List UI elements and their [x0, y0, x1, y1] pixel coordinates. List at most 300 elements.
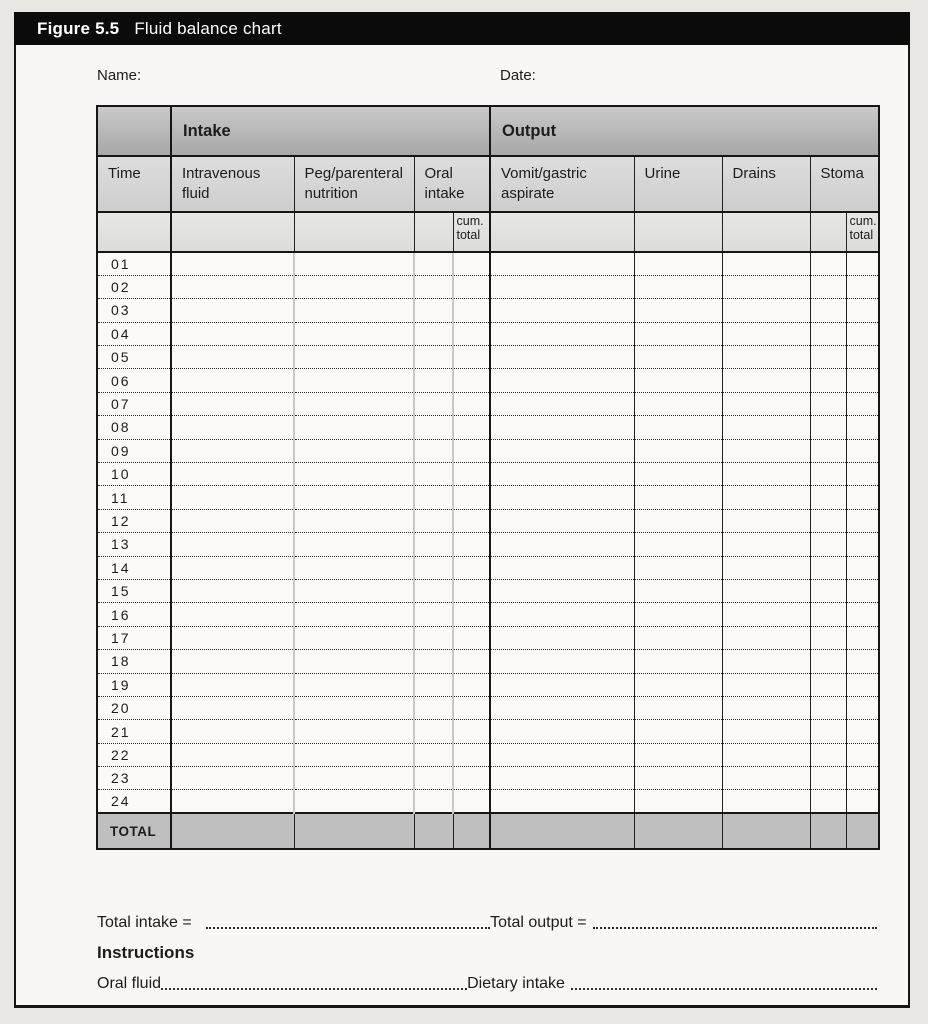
entry-cell-stoma	[810, 275, 846, 298]
entry-cell-stoma-cum	[846, 392, 879, 415]
entry-cell-oral-cum	[453, 790, 490, 813]
table-row	[97, 252, 879, 275]
entry-cell-stoma	[810, 743, 846, 766]
col-drains: Drains	[722, 156, 810, 212]
entry-cell-intravenous	[171, 252, 294, 275]
entry-cell-vomit	[490, 603, 634, 626]
entry-cell-oral	[414, 299, 453, 322]
entry-cell-stoma-cum	[846, 767, 879, 790]
dietary-intake-label: Dietary intake	[467, 975, 565, 992]
entry-cell-peg	[294, 743, 414, 766]
time-label: 12	[97, 509, 171, 532]
total-output-fill-line	[593, 927, 877, 929]
form-sheet	[14, 45, 910, 1008]
entry-cell-drains	[722, 252, 810, 275]
entry-cell-urine	[634, 790, 722, 813]
entry-cell-stoma	[810, 579, 846, 602]
table-row	[97, 650, 879, 673]
entry-cell-oral-cum	[453, 556, 490, 579]
oral-cum-total-header: cum. total	[453, 212, 490, 252]
entry-cell-stoma-cum	[846, 626, 879, 649]
entry-cell-peg	[294, 673, 414, 696]
entry-cell-stoma-cum	[846, 579, 879, 602]
time-label: 11	[97, 486, 171, 509]
subheader-row	[97, 212, 879, 252]
time-label: 19	[97, 673, 171, 696]
entry-cell-oral	[414, 720, 453, 743]
entry-cell-urine	[634, 720, 722, 743]
entry-cell-oral-cum	[453, 533, 490, 556]
entry-cell-stoma-cum	[846, 439, 879, 462]
fluid-balance-table	[96, 105, 880, 850]
entry-cell-urine	[634, 509, 722, 532]
table-row	[97, 509, 879, 532]
entry-cell-vomit	[490, 439, 634, 462]
entry-cell-vomit	[490, 275, 634, 298]
entry-cell-vomit	[490, 463, 634, 486]
entry-cell-stoma-cum	[846, 790, 879, 813]
entry-cell-oral	[414, 743, 453, 766]
total-cell-stoma-cum	[846, 813, 879, 849]
table-row	[97, 720, 879, 743]
entry-cell-peg	[294, 767, 414, 790]
intake-group-header: Intake	[171, 106, 490, 156]
total-row	[97, 813, 879, 849]
entry-cell-stoma-cum	[846, 743, 879, 766]
entry-cell-stoma-cum	[846, 275, 879, 298]
entry-cell-stoma-cum	[846, 346, 879, 369]
entry-cell-drains	[722, 556, 810, 579]
entry-cell-oral-cum	[453, 696, 490, 719]
entry-cell-urine	[634, 416, 722, 439]
figure-title: Fluid balance chart	[134, 18, 282, 38]
entry-cell-oral-cum	[453, 650, 490, 673]
sub-vomit-blank	[490, 212, 634, 252]
table-row	[97, 275, 879, 298]
total-cell-stoma	[810, 813, 846, 849]
entry-cell-peg	[294, 790, 414, 813]
entry-cell-oral-cum	[453, 720, 490, 743]
sub-drains-blank	[722, 212, 810, 252]
entry-cell-stoma	[810, 673, 846, 696]
entry-cell-stoma-cum	[846, 556, 879, 579]
table-row	[97, 322, 879, 345]
entry-cell-peg	[294, 392, 414, 415]
stoma-cum-total-header: cum. total	[846, 212, 879, 252]
total-cell-vomit	[490, 813, 634, 849]
entry-cell-oral-cum	[453, 626, 490, 649]
entry-cell-peg	[294, 439, 414, 462]
entry-cell-drains	[722, 369, 810, 392]
table-row	[97, 790, 879, 813]
entry-cell-stoma	[810, 767, 846, 790]
entry-cell-urine	[634, 579, 722, 602]
entry-cell-oral	[414, 439, 453, 462]
entry-cell-vomit	[490, 720, 634, 743]
entry-cell-stoma-cum	[846, 650, 879, 673]
entry-cell-oral	[414, 369, 453, 392]
column-header-row	[97, 156, 879, 212]
entry-cell-peg	[294, 322, 414, 345]
entry-cell-oral	[414, 346, 453, 369]
entry-cell-oral-cum	[453, 369, 490, 392]
table-row	[97, 696, 879, 719]
total-cell-oral-cum	[453, 813, 490, 849]
group-header-row	[97, 106, 879, 156]
entry-cell-stoma	[810, 439, 846, 462]
entry-cell-stoma-cum	[846, 509, 879, 532]
entry-cell-vomit	[490, 650, 634, 673]
entry-cell-intravenous	[171, 556, 294, 579]
entry-cell-stoma-cum	[846, 696, 879, 719]
sub-stoma-blank	[810, 212, 846, 252]
entry-cell-vomit	[490, 252, 634, 275]
figure-number: Figure 5.5	[37, 18, 120, 38]
entry-cell-urine	[634, 743, 722, 766]
entry-cell-urine	[634, 486, 722, 509]
table-row	[97, 416, 879, 439]
table-row	[97, 626, 879, 649]
entry-cell-oral-cum	[453, 579, 490, 602]
time-label: 08	[97, 416, 171, 439]
entry-cell-vomit	[490, 790, 634, 813]
entry-cell-intravenous	[171, 322, 294, 345]
entry-cell-urine	[634, 322, 722, 345]
entry-cell-drains	[722, 720, 810, 743]
total-intake-label: Total intake =	[97, 914, 192, 931]
entry-cell-oral	[414, 322, 453, 345]
entry-cell-intravenous	[171, 392, 294, 415]
total-label: TOTAL	[97, 813, 171, 849]
entry-cell-peg	[294, 416, 414, 439]
entry-cell-drains	[722, 696, 810, 719]
entry-cell-oral-cum	[453, 603, 490, 626]
oral-fluid-line	[97, 975, 877, 993]
figure-title-bar	[14, 12, 910, 45]
entry-cell-oral-cum	[453, 509, 490, 532]
table-row	[97, 299, 879, 322]
entry-cell-urine	[634, 275, 722, 298]
entry-cell-urine	[634, 696, 722, 719]
col-vomit: Vomit/gastric aspirate	[490, 156, 634, 212]
entry-cell-drains	[722, 603, 810, 626]
entry-cell-oral-cum	[453, 322, 490, 345]
entry-cell-oral	[414, 416, 453, 439]
entry-cell-oral-cum	[453, 252, 490, 275]
entry-cell-drains	[722, 299, 810, 322]
entry-cell-intravenous	[171, 486, 294, 509]
entry-cell-oral	[414, 252, 453, 275]
entry-cell-urine	[634, 767, 722, 790]
oral-fluid-label: Oral fluid	[97, 975, 162, 992]
time-label: 14	[97, 556, 171, 579]
entry-cell-peg	[294, 556, 414, 579]
entry-cell-intravenous	[171, 696, 294, 719]
col-urine: Urine	[634, 156, 722, 212]
col-stoma: Stoma	[810, 156, 879, 212]
entry-cell-oral	[414, 626, 453, 649]
time-label: 05	[97, 346, 171, 369]
time-label: 23	[97, 767, 171, 790]
entry-cell-vomit	[490, 767, 634, 790]
entry-cell-drains	[722, 416, 810, 439]
entry-cell-stoma	[810, 603, 846, 626]
time-label: 13	[97, 533, 171, 556]
entry-cell-oral-cum	[453, 392, 490, 415]
entry-cell-stoma	[810, 509, 846, 532]
table-row	[97, 439, 879, 462]
entry-cell-urine	[634, 463, 722, 486]
entry-cell-peg	[294, 696, 414, 719]
entry-cell-stoma-cum	[846, 252, 879, 275]
time-label: 17	[97, 626, 171, 649]
entry-cell-drains	[722, 743, 810, 766]
entry-cell-urine	[634, 673, 722, 696]
entry-cell-stoma	[810, 556, 846, 579]
entry-cell-peg	[294, 626, 414, 649]
sub-oral-blank	[414, 212, 453, 252]
entry-cell-peg	[294, 509, 414, 532]
entry-cell-intravenous	[171, 369, 294, 392]
entry-cell-intravenous	[171, 767, 294, 790]
figure-frame	[14, 12, 910, 1008]
entry-cell-stoma	[810, 696, 846, 719]
entry-cell-stoma	[810, 790, 846, 813]
entry-cell-drains	[722, 346, 810, 369]
entry-cell-vomit	[490, 322, 634, 345]
entry-cell-peg	[294, 252, 414, 275]
entry-cell-peg	[294, 486, 414, 509]
entry-cell-oral-cum	[453, 486, 490, 509]
instructions-heading: Instructions	[97, 943, 195, 962]
entry-cell-drains	[722, 579, 810, 602]
entry-cell-stoma-cum	[846, 322, 879, 345]
entry-cell-stoma	[810, 533, 846, 556]
time-label: 04	[97, 322, 171, 345]
totals-line	[97, 914, 877, 932]
time-label: 06	[97, 369, 171, 392]
entry-cell-vomit	[490, 696, 634, 719]
time-label: 15	[97, 579, 171, 602]
table-row	[97, 463, 879, 486]
time-label: 07	[97, 392, 171, 415]
table-row	[97, 392, 879, 415]
entry-cell-stoma	[810, 416, 846, 439]
entry-cell-stoma-cum	[846, 673, 879, 696]
table-row	[97, 369, 879, 392]
entry-cell-vomit	[490, 743, 634, 766]
entry-cell-peg	[294, 346, 414, 369]
entry-cell-vomit	[490, 486, 634, 509]
entry-cell-urine	[634, 369, 722, 392]
total-cell-oral	[414, 813, 453, 849]
time-label: 09	[97, 439, 171, 462]
entry-cell-peg	[294, 463, 414, 486]
entry-cell-stoma-cum	[846, 416, 879, 439]
entry-cell-oral	[414, 533, 453, 556]
entry-cell-oral-cum	[453, 299, 490, 322]
entry-cell-stoma	[810, 650, 846, 673]
entry-cell-vomit	[490, 346, 634, 369]
table-row	[97, 486, 879, 509]
entry-cell-intravenous	[171, 439, 294, 462]
table-row	[97, 767, 879, 790]
entry-cell-intravenous	[171, 416, 294, 439]
entry-cell-peg	[294, 579, 414, 602]
entry-cell-urine	[634, 533, 722, 556]
total-cell-peg	[294, 813, 414, 849]
entry-cell-oral	[414, 767, 453, 790]
entry-cell-peg	[294, 650, 414, 673]
entry-cell-intravenous	[171, 463, 294, 486]
time-label: 03	[97, 299, 171, 322]
entry-cell-stoma	[810, 346, 846, 369]
entry-cell-oral	[414, 509, 453, 532]
time-label: 21	[97, 720, 171, 743]
entry-cell-vomit	[490, 626, 634, 649]
entry-cell-intravenous	[171, 673, 294, 696]
entry-cell-oral	[414, 790, 453, 813]
entry-cell-intravenous	[171, 603, 294, 626]
entry-cell-intravenous	[171, 626, 294, 649]
total-intake-fill-line	[206, 927, 490, 929]
entry-cell-oral	[414, 486, 453, 509]
entry-cell-intravenous	[171, 509, 294, 532]
entry-cell-urine	[634, 556, 722, 579]
entry-cell-stoma	[810, 626, 846, 649]
entry-cell-oral-cum	[453, 767, 490, 790]
corner-cell	[97, 106, 171, 156]
entry-cell-oral-cum	[453, 346, 490, 369]
entry-cell-peg	[294, 603, 414, 626]
sub-peg-blank	[294, 212, 414, 252]
entry-cell-oral	[414, 650, 453, 673]
entry-cell-peg	[294, 533, 414, 556]
total-cell-drains	[722, 813, 810, 849]
entry-cell-oral	[414, 392, 453, 415]
col-oral: Oral intake	[414, 156, 490, 212]
entry-cell-urine	[634, 626, 722, 649]
entry-cell-stoma-cum	[846, 603, 879, 626]
entry-cell-intravenous	[171, 579, 294, 602]
entry-cell-drains	[722, 673, 810, 696]
entry-cell-urine	[634, 603, 722, 626]
total-cell-urine	[634, 813, 722, 849]
entry-cell-urine	[634, 650, 722, 673]
entry-cell-oral-cum	[453, 416, 490, 439]
entry-cell-vomit	[490, 509, 634, 532]
name-label: Name:	[97, 67, 142, 84]
table-row	[97, 346, 879, 369]
entry-cell-stoma	[810, 392, 846, 415]
entry-cell-intravenous	[171, 743, 294, 766]
entry-cell-vomit	[490, 392, 634, 415]
entry-cell-oral-cum	[453, 463, 490, 486]
entry-cell-peg	[294, 275, 414, 298]
entry-cell-stoma-cum	[846, 720, 879, 743]
col-intravenous: Intravenous fluid	[171, 156, 294, 212]
time-label: 02	[97, 275, 171, 298]
entry-cell-vomit	[490, 299, 634, 322]
col-peg: Peg/parenteral nutrition	[294, 156, 414, 212]
entry-cell-intravenous	[171, 533, 294, 556]
time-label: 24	[97, 790, 171, 813]
entry-cell-oral	[414, 579, 453, 602]
entry-cell-oral	[414, 673, 453, 696]
entry-cell-intravenous	[171, 346, 294, 369]
entry-cell-drains	[722, 486, 810, 509]
entry-cell-drains	[722, 790, 810, 813]
entry-cell-vomit	[490, 556, 634, 579]
entry-cell-drains	[722, 767, 810, 790]
table-row	[97, 533, 879, 556]
entry-cell-vomit	[490, 579, 634, 602]
entry-cell-urine	[634, 346, 722, 369]
entry-cell-peg	[294, 299, 414, 322]
entry-cell-stoma-cum	[846, 486, 879, 509]
entry-cell-oral	[414, 603, 453, 626]
entry-cell-stoma-cum	[846, 463, 879, 486]
entry-cell-stoma	[810, 299, 846, 322]
table-row	[97, 603, 879, 626]
date-label: Date:	[500, 67, 536, 84]
entry-cell-urine	[634, 439, 722, 462]
time-label: 10	[97, 463, 171, 486]
entry-cell-oral-cum	[453, 275, 490, 298]
entry-cell-stoma-cum	[846, 369, 879, 392]
entry-cell-intravenous	[171, 275, 294, 298]
table-row	[97, 579, 879, 602]
entry-cell-drains	[722, 392, 810, 415]
sub-urine-blank	[634, 212, 722, 252]
entry-cell-intravenous	[171, 299, 294, 322]
time-label: 16	[97, 603, 171, 626]
time-label: 20	[97, 696, 171, 719]
entry-cell-drains	[722, 322, 810, 345]
entry-cell-vomit	[490, 673, 634, 696]
table-row	[97, 556, 879, 579]
table-row	[97, 743, 879, 766]
entry-cell-urine	[634, 299, 722, 322]
table-row	[97, 673, 879, 696]
entry-cell-drains	[722, 533, 810, 556]
entry-cell-stoma	[810, 252, 846, 275]
entry-cell-stoma	[810, 486, 846, 509]
sub-time-blank	[97, 212, 171, 252]
time-label: 22	[97, 743, 171, 766]
entry-cell-drains	[722, 626, 810, 649]
time-label: 01	[97, 252, 171, 275]
table-body	[97, 252, 879, 813]
entry-cell-stoma	[810, 720, 846, 743]
entry-cell-oral-cum	[453, 743, 490, 766]
entry-cell-peg	[294, 720, 414, 743]
entry-cell-drains	[722, 463, 810, 486]
entry-cell-oral-cum	[453, 673, 490, 696]
dietary-intake-fill-line	[571, 988, 877, 990]
total-cell-intravenous	[171, 813, 294, 849]
entry-cell-vomit	[490, 533, 634, 556]
entry-cell-drains	[722, 509, 810, 532]
entry-cell-stoma	[810, 463, 846, 486]
entry-cell-stoma-cum	[846, 533, 879, 556]
entry-cell-oral-cum	[453, 439, 490, 462]
sub-intravenous-blank	[171, 212, 294, 252]
entry-cell-drains	[722, 650, 810, 673]
entry-cell-urine	[634, 392, 722, 415]
entry-cell-drains	[722, 439, 810, 462]
col-time: Time	[97, 156, 171, 212]
